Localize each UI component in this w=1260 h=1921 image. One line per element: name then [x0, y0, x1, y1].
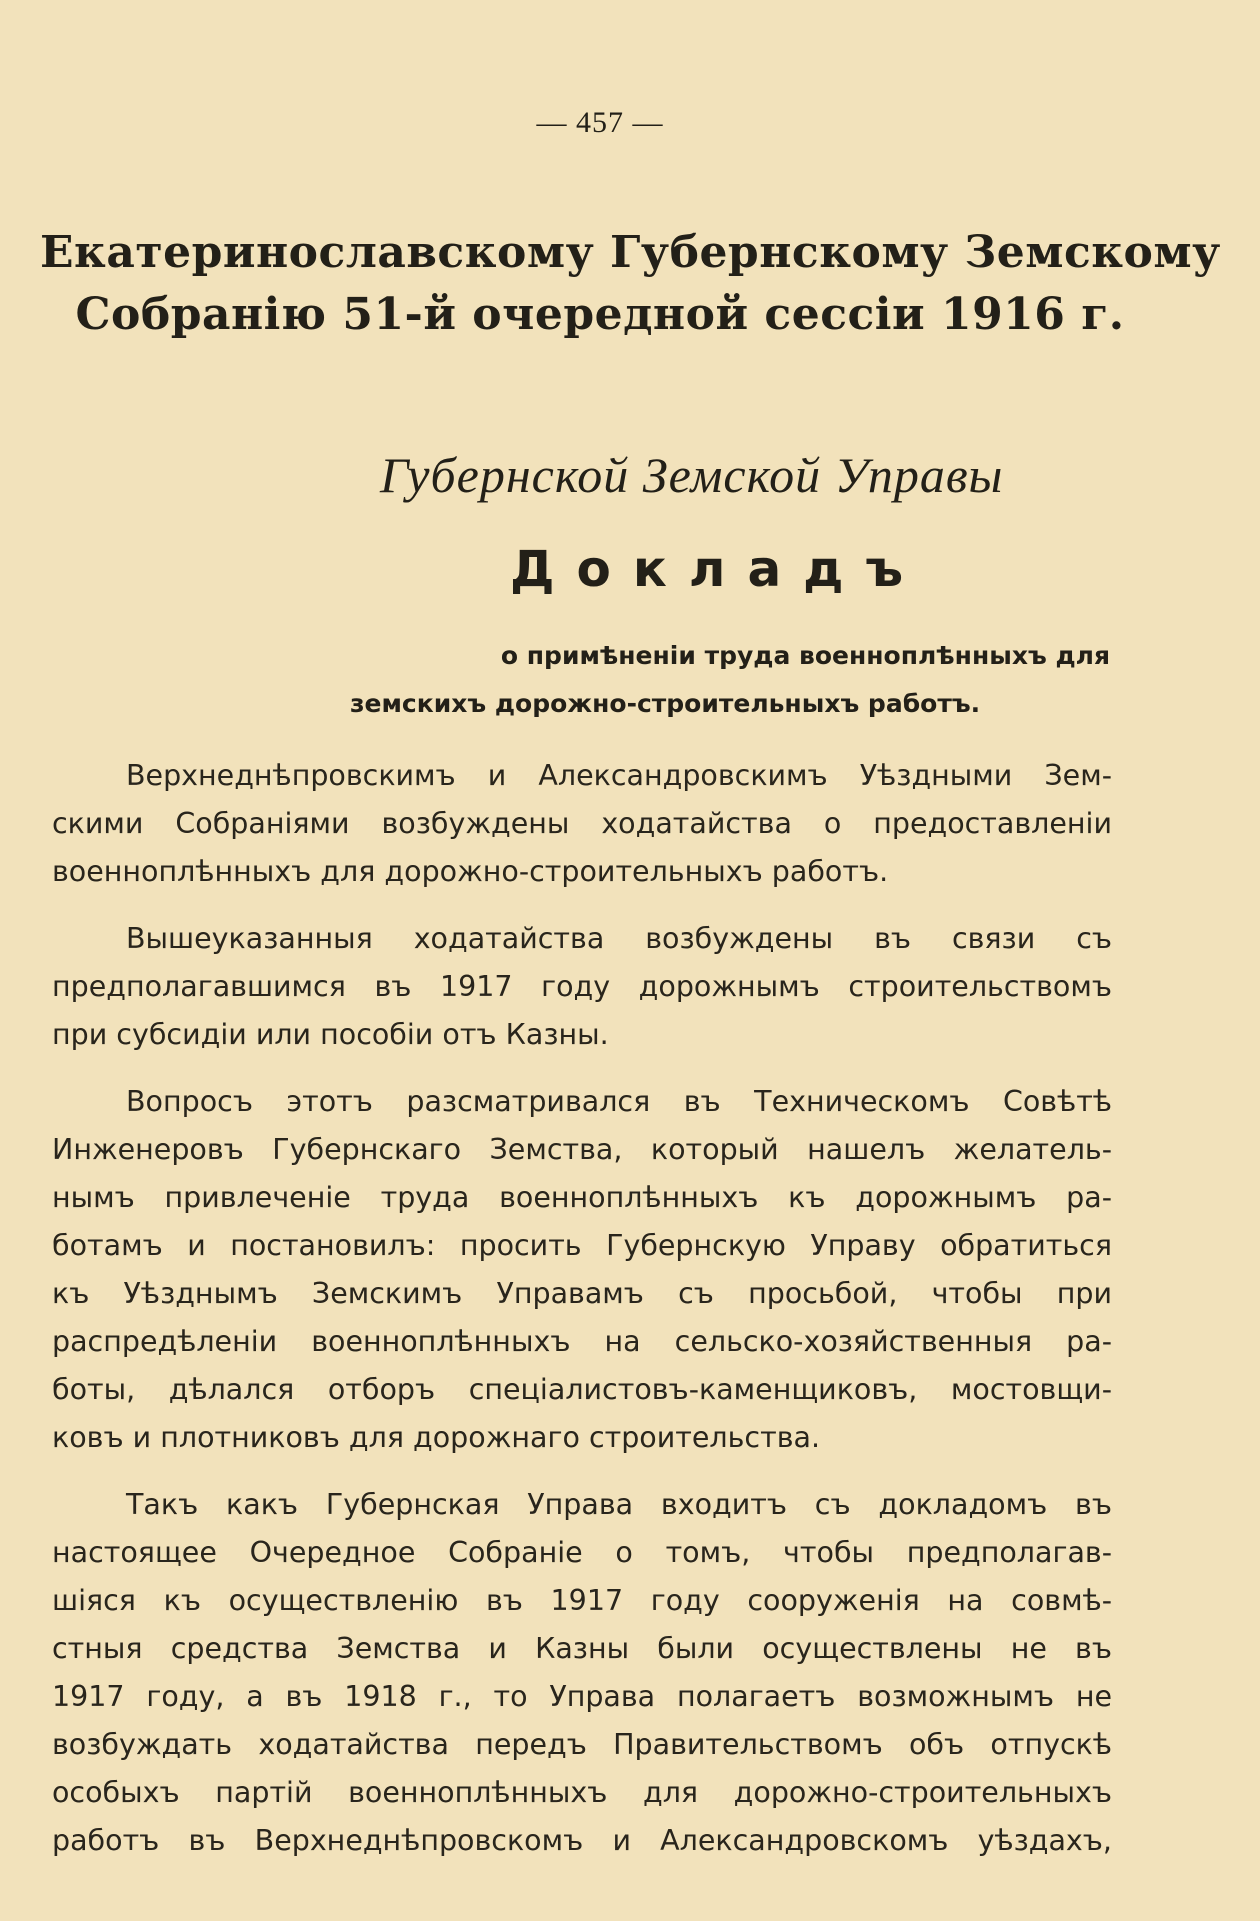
text-line: при субсидіи или пособіи отъ Казны. [52, 1018, 609, 1051]
text-line: работъ въ Верхнеднѣпровскомъ и Александровскомъ уѣздахъ, [52, 1824, 1112, 1857]
text-line: 1917 году, а въ 1918 г., то Управа полагаетъ возможнымъ не [52, 1680, 1112, 1713]
text-line: къ Уѣзднымъ Земскимъ Управамъ съ просьбой, чтобы при [52, 1277, 1112, 1310]
text-line: военноплѣнныхъ для дорожно-строительныхъ работъ. [52, 855, 889, 888]
paragraph-2 [52, 915, 1112, 1059]
text-line: Такъ какъ Губернская Управа входитъ съ докладомъ въ [126, 1488, 1112, 1521]
text-line: Верхнеднѣпровскимъ и Александровскимъ Уѣздными Зем- [126, 759, 1112, 792]
report-topic [350, 632, 1110, 728]
text-line: возбуждать ходатайства передъ Правительствомъ объ отпускѣ [52, 1728, 1112, 1761]
text-line: стныя средства Земства и Казны были осуществлены не въ [52, 1632, 1112, 1665]
topic-line-2: земскихъ дорожно-строительныхъ работъ. [350, 689, 981, 718]
text-line: боты, дѣлался отборъ спеціалистовъ-каменщиковъ, мостовщи- [52, 1373, 1112, 1406]
topic-line-1: о примѣненіи труда военноплѣнныхъ для [500, 641, 1110, 670]
text-line: ботамъ и постановилъ: просить Губернскую Управу обратиться [52, 1229, 1112, 1262]
document-subtitle: Губернской Земской Управы [380, 447, 1004, 503]
title-line-2: Собранію 51-й очередной сессіи 1916 г. [75, 289, 1125, 340]
text-line: шіяся къ осуществленію въ 1917 году сооруженія на совмѣ- [52, 1584, 1112, 1617]
text-line: Вопросъ этотъ разсматривался въ Техническомъ Совѣтѣ [126, 1085, 1112, 1118]
text-line: Вышеуказанныя ходатайства возбуждены въ связи съ [126, 922, 1112, 955]
title-line-1: Екатеринославскому Губернскому Земскому [40, 227, 1221, 278]
paragraph-4 [52, 1481, 1112, 1865]
document-title [40, 222, 1221, 346]
text-line: Инженеровъ Губернскаго Земства, который нашелъ желатель- [52, 1133, 1112, 1166]
text-line: особыхъ партій военноплѣнныхъ для дорожно-строительныхъ [52, 1776, 1112, 1809]
text-line: ковъ и плотниковъ для дорожнаго строительства. [52, 1421, 821, 1454]
text-line: распредѣленіи военноплѣнныхъ на сельско-хозяйственныя ра- [52, 1325, 1112, 1358]
paragraph-3 [52, 1078, 1112, 1462]
text-line: скими Собраніями возбуждены ходатайства о предоставленіи [52, 807, 1112, 840]
text-line: предполагавшимся въ 1917 году дорожнымъ строительствомъ [52, 970, 1112, 1003]
text-line: нымъ привлеченіе труда военноплѣнныхъ къ дорожнымъ ра- [52, 1181, 1112, 1214]
text-line: настоящее Очередное Собраніе о томъ, чтобы предполагав- [52, 1536, 1112, 1569]
body-text [52, 752, 1112, 1884]
document-heading: Докладъ [510, 540, 926, 598]
paragraph-1 [52, 752, 1112, 896]
page-number: — 457 — [536, 106, 664, 139]
